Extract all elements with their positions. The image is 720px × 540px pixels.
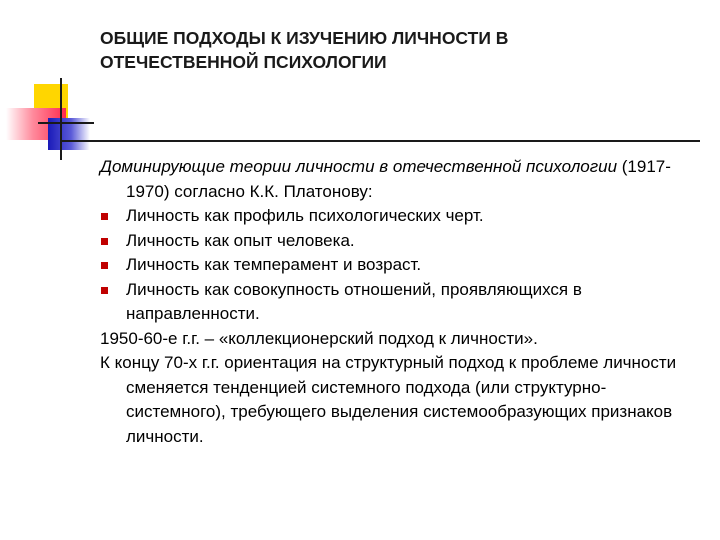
deco-vertical-line [60,78,62,160]
bullet-square-icon [101,262,108,269]
bullet-text: Личность как профиль психологических черт. [126,206,484,225]
bullet-square-icon [101,238,108,245]
intro-italic-text: Доминирующие теории личности в отечественной психологии [100,157,618,176]
paragraph-1950s: 1950-60-е г.г. – «коллекционерский подход к личности». [100,328,538,348]
slide-body [100,155,700,449]
bullet-square-icon [101,287,108,294]
bullet-item [100,278,700,327]
bullet-text: Личность как совокупность отношений, проявляющихся в направленности. [126,279,582,323]
bullet-text: Личность как темперамент и возраст. [126,255,422,274]
intro-paragraph [100,155,700,204]
title-divider [60,140,700,142]
bullet-item [100,204,700,229]
decorative-logo-mark [0,0,110,170]
paragraph-1970s: К концу 70-х г.г. ориентация на структурный подход к проблеме личности сменяется тенденцией системного подхода (или структурно-системного), требующего выделения системообразующих признаков личности. [100,353,677,446]
bullet-item [100,253,700,278]
bullet-square-icon [101,213,108,220]
slide-title-line-1: ОБЩИЕ ПОДХОДЫ К ИЗУЧЕНИЮ ЛИЧНОСТИ В [100,28,509,48]
bullet-item [100,229,700,254]
intro-rest-text: (1917-1970) согласно К.К. Платонову: [126,157,671,201]
slide-title [100,26,660,74]
bullet-text: Личность как опыт человека. [126,230,355,250]
deco-horizontal-line [38,122,94,124]
slide-title-line-2: ОТЕЧЕСТВЕННОЙ ПСИХОЛОГИИ [100,52,387,72]
